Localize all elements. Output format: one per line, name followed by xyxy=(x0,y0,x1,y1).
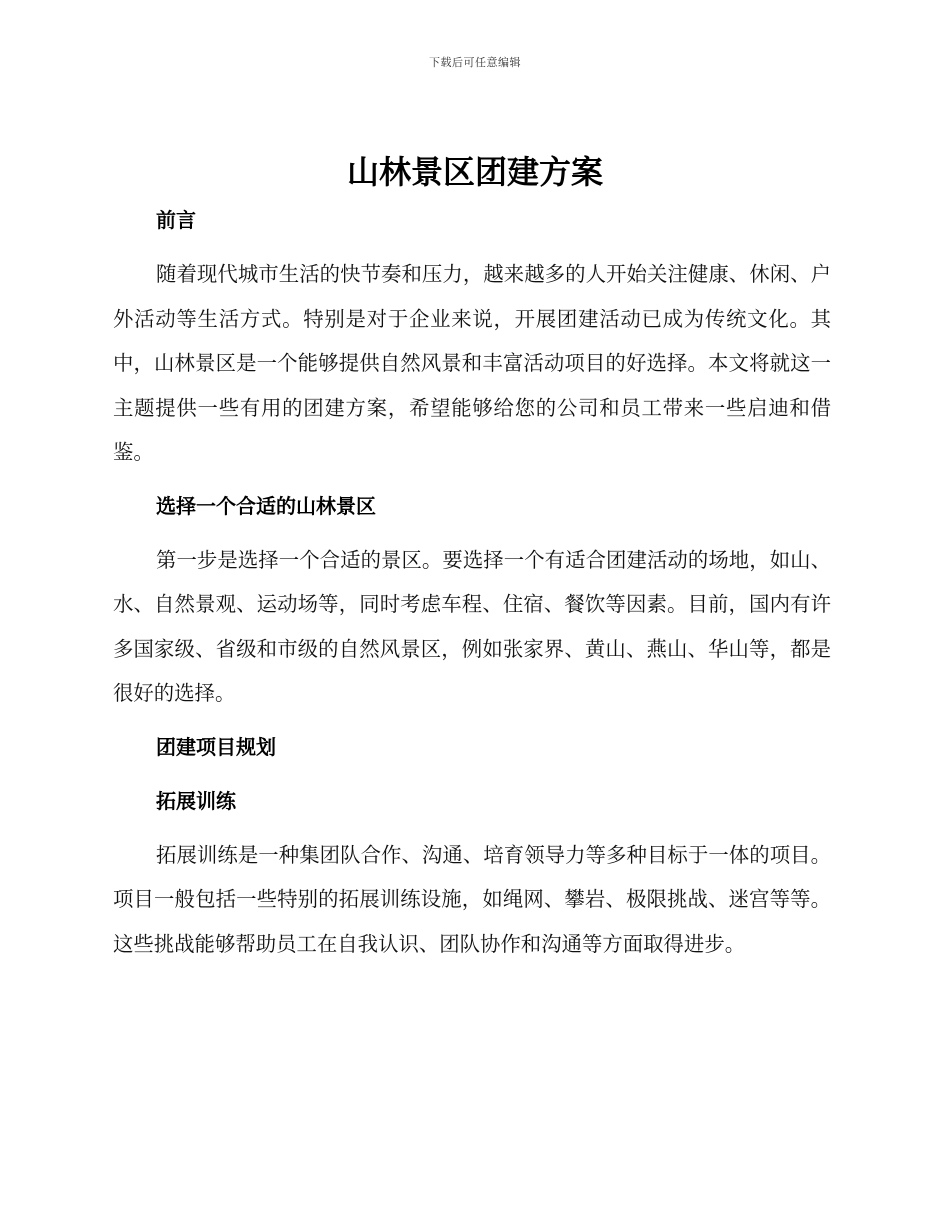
section-choose-scenic-area xyxy=(113,484,831,716)
section-heading: 前言 xyxy=(156,208,196,232)
section-heading: 团建项目规划 xyxy=(156,734,276,759)
section-project-planning xyxy=(113,725,831,769)
section-paragraph: 随着现代城市生活的快节奏和压力，越来越多的人开始关注健康、休闲、户外活动等生活方式。特别是对于企业来说，开展团建活动已成为传统文化。其中，山林景区是一个能够提供自然风景和丰富活动项目的好选择。本文将就这一主题提供一些有用的团建方案，希望能够给您的公司和员工带来一些启迪和借鉴。 xyxy=(113,262,831,464)
section-heading: 选择一个合适的山林景区 xyxy=(156,493,376,518)
section-heading: 拓展训练 xyxy=(156,788,236,813)
document-title: 山林景区团建方案 xyxy=(346,153,603,191)
section-paragraph: 拓展训练是一种集团队合作、沟通、培育领导力等多种目标于一体的项目。项目一般包括一些特别的拓展训练设施，如绳网、攀岩、极限挑战、迷宫等等。这些挑战能够帮助员工在自我认识、团队协作和沟通等方面取得进步。 xyxy=(113,842,831,956)
section-preface xyxy=(113,198,831,475)
section-paragraph: 第一步是选择一个合适的景区。要选择一个有适合团建活动的场地，如山、水、自然景观、运动场等，同时考虑车程、住宿、餐饮等因素。目前，国内有许多国家级、省级和市级的自然风景区，例如张家界、黄山、燕山、华山等，都是很好的选择。 xyxy=(113,547,831,705)
section-outward-training xyxy=(113,779,831,967)
page-header-note: 下载后可任意编辑 xyxy=(429,56,521,69)
document-body xyxy=(113,198,831,975)
